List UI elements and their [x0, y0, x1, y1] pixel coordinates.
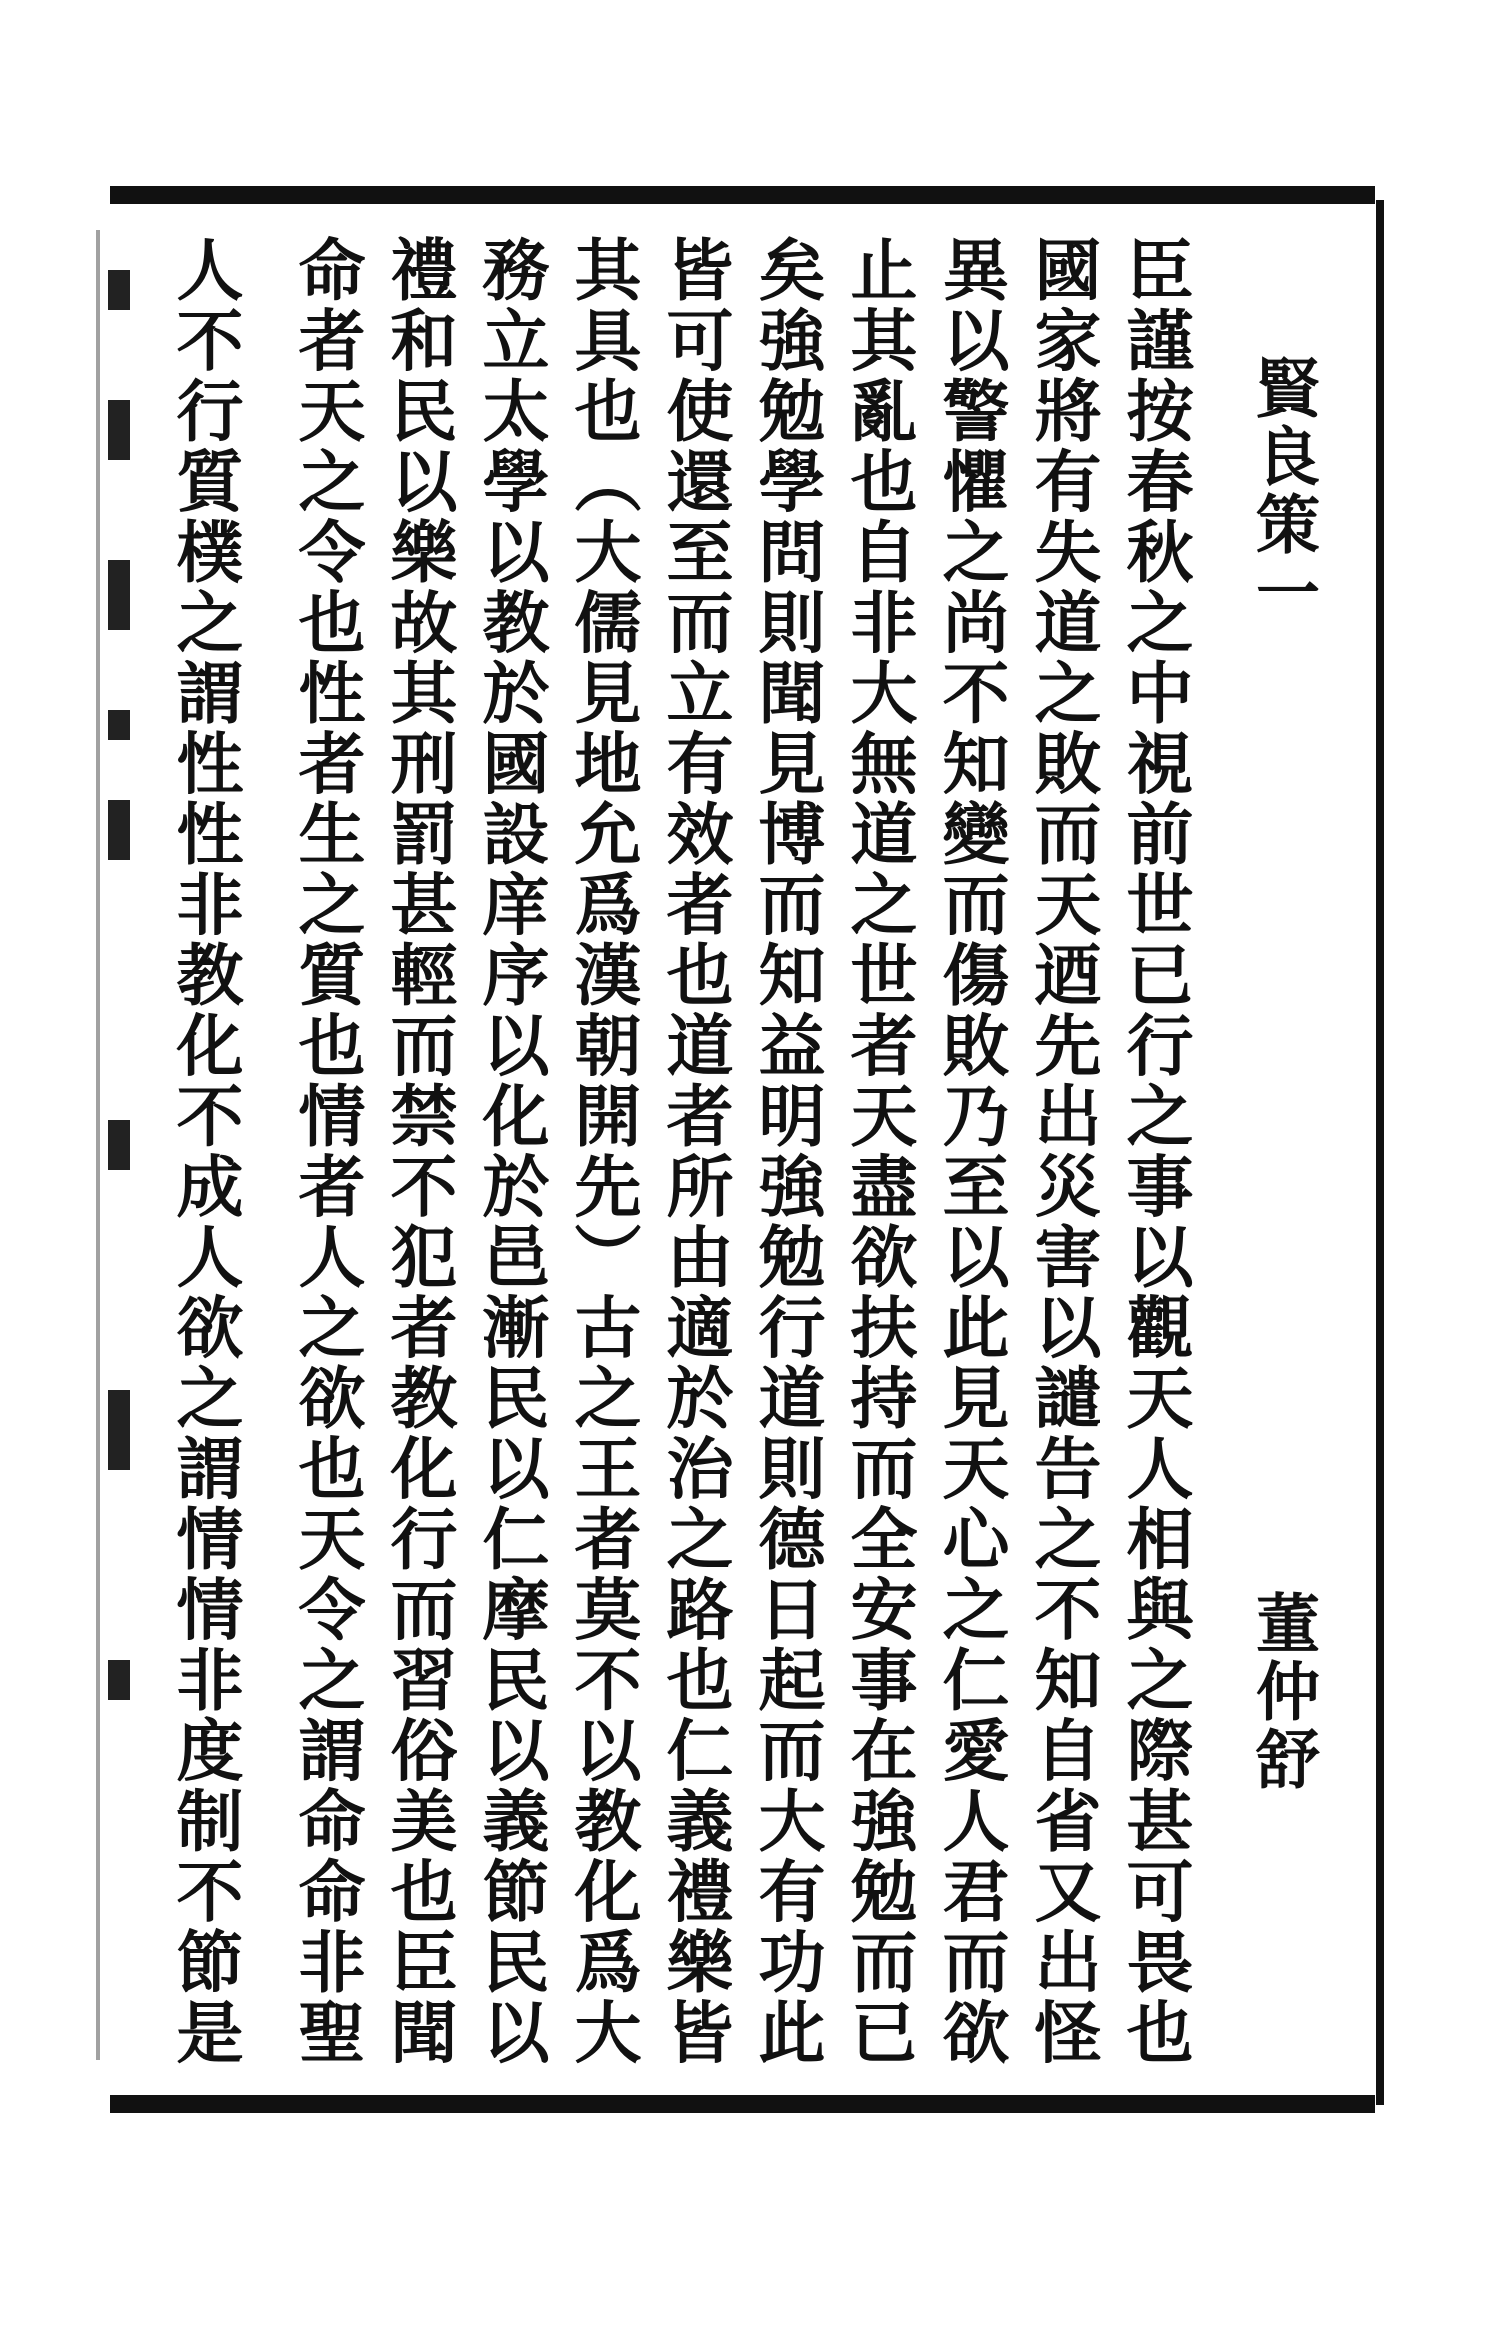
right-border-rule: [1376, 200, 1384, 2105]
document-title: 賢良策一: [1245, 355, 1320, 627]
text-column-5: 矣強勉學問則聞見博而知益明強勉行道則德日起而大有功此: [748, 235, 827, 2068]
text-column-3: 異以警懼之尚不知變而傷敗乃至以此見天心之仁愛人君而欲: [932, 235, 1011, 2068]
text-column-1: 臣謹按春秋之中視前世已行之事以觀天人相與之際甚可畏也: [1116, 235, 1195, 2068]
text-column-4: 止其亂也自非大無道之世者天盡欲扶持而全安事在強勉而已: [840, 235, 919, 2068]
text-column-8: 務立太學以教於國設庠序以化於邑漸民以仁摩民以義節民以: [472, 235, 551, 2068]
author-name: 董仲舒: [1245, 1590, 1320, 1794]
text-column-7: 其具也（大儒見地允爲漢朝開先）古之王者莫不以教化爲大: [564, 235, 643, 2068]
text-column-11: 人不行質樸之謂性性非教化不成人欲之謂情情非度制不節是: [166, 235, 245, 2068]
top-border-rule: [110, 186, 1375, 204]
text-column-2: 國家將有失道之敗而天迺先出災害以譴告之不知自省又出怪: [1024, 235, 1103, 2068]
bottom-border-rule: [110, 2095, 1375, 2113]
bleed-through-marks: [100, 240, 140, 2040]
text-column-10: 命者天之令也性者生之質也情者人之欲也天令之謂命命非聖: [288, 235, 367, 2068]
text-column-6: 皆可使還至而立有效者也道者所由適於治之路也仁義禮樂皆: [656, 235, 735, 2068]
text-column-9: 禮和民以樂故其刑罰甚輕而禁不犯者教化行而習俗美也臣聞: [380, 235, 459, 2068]
